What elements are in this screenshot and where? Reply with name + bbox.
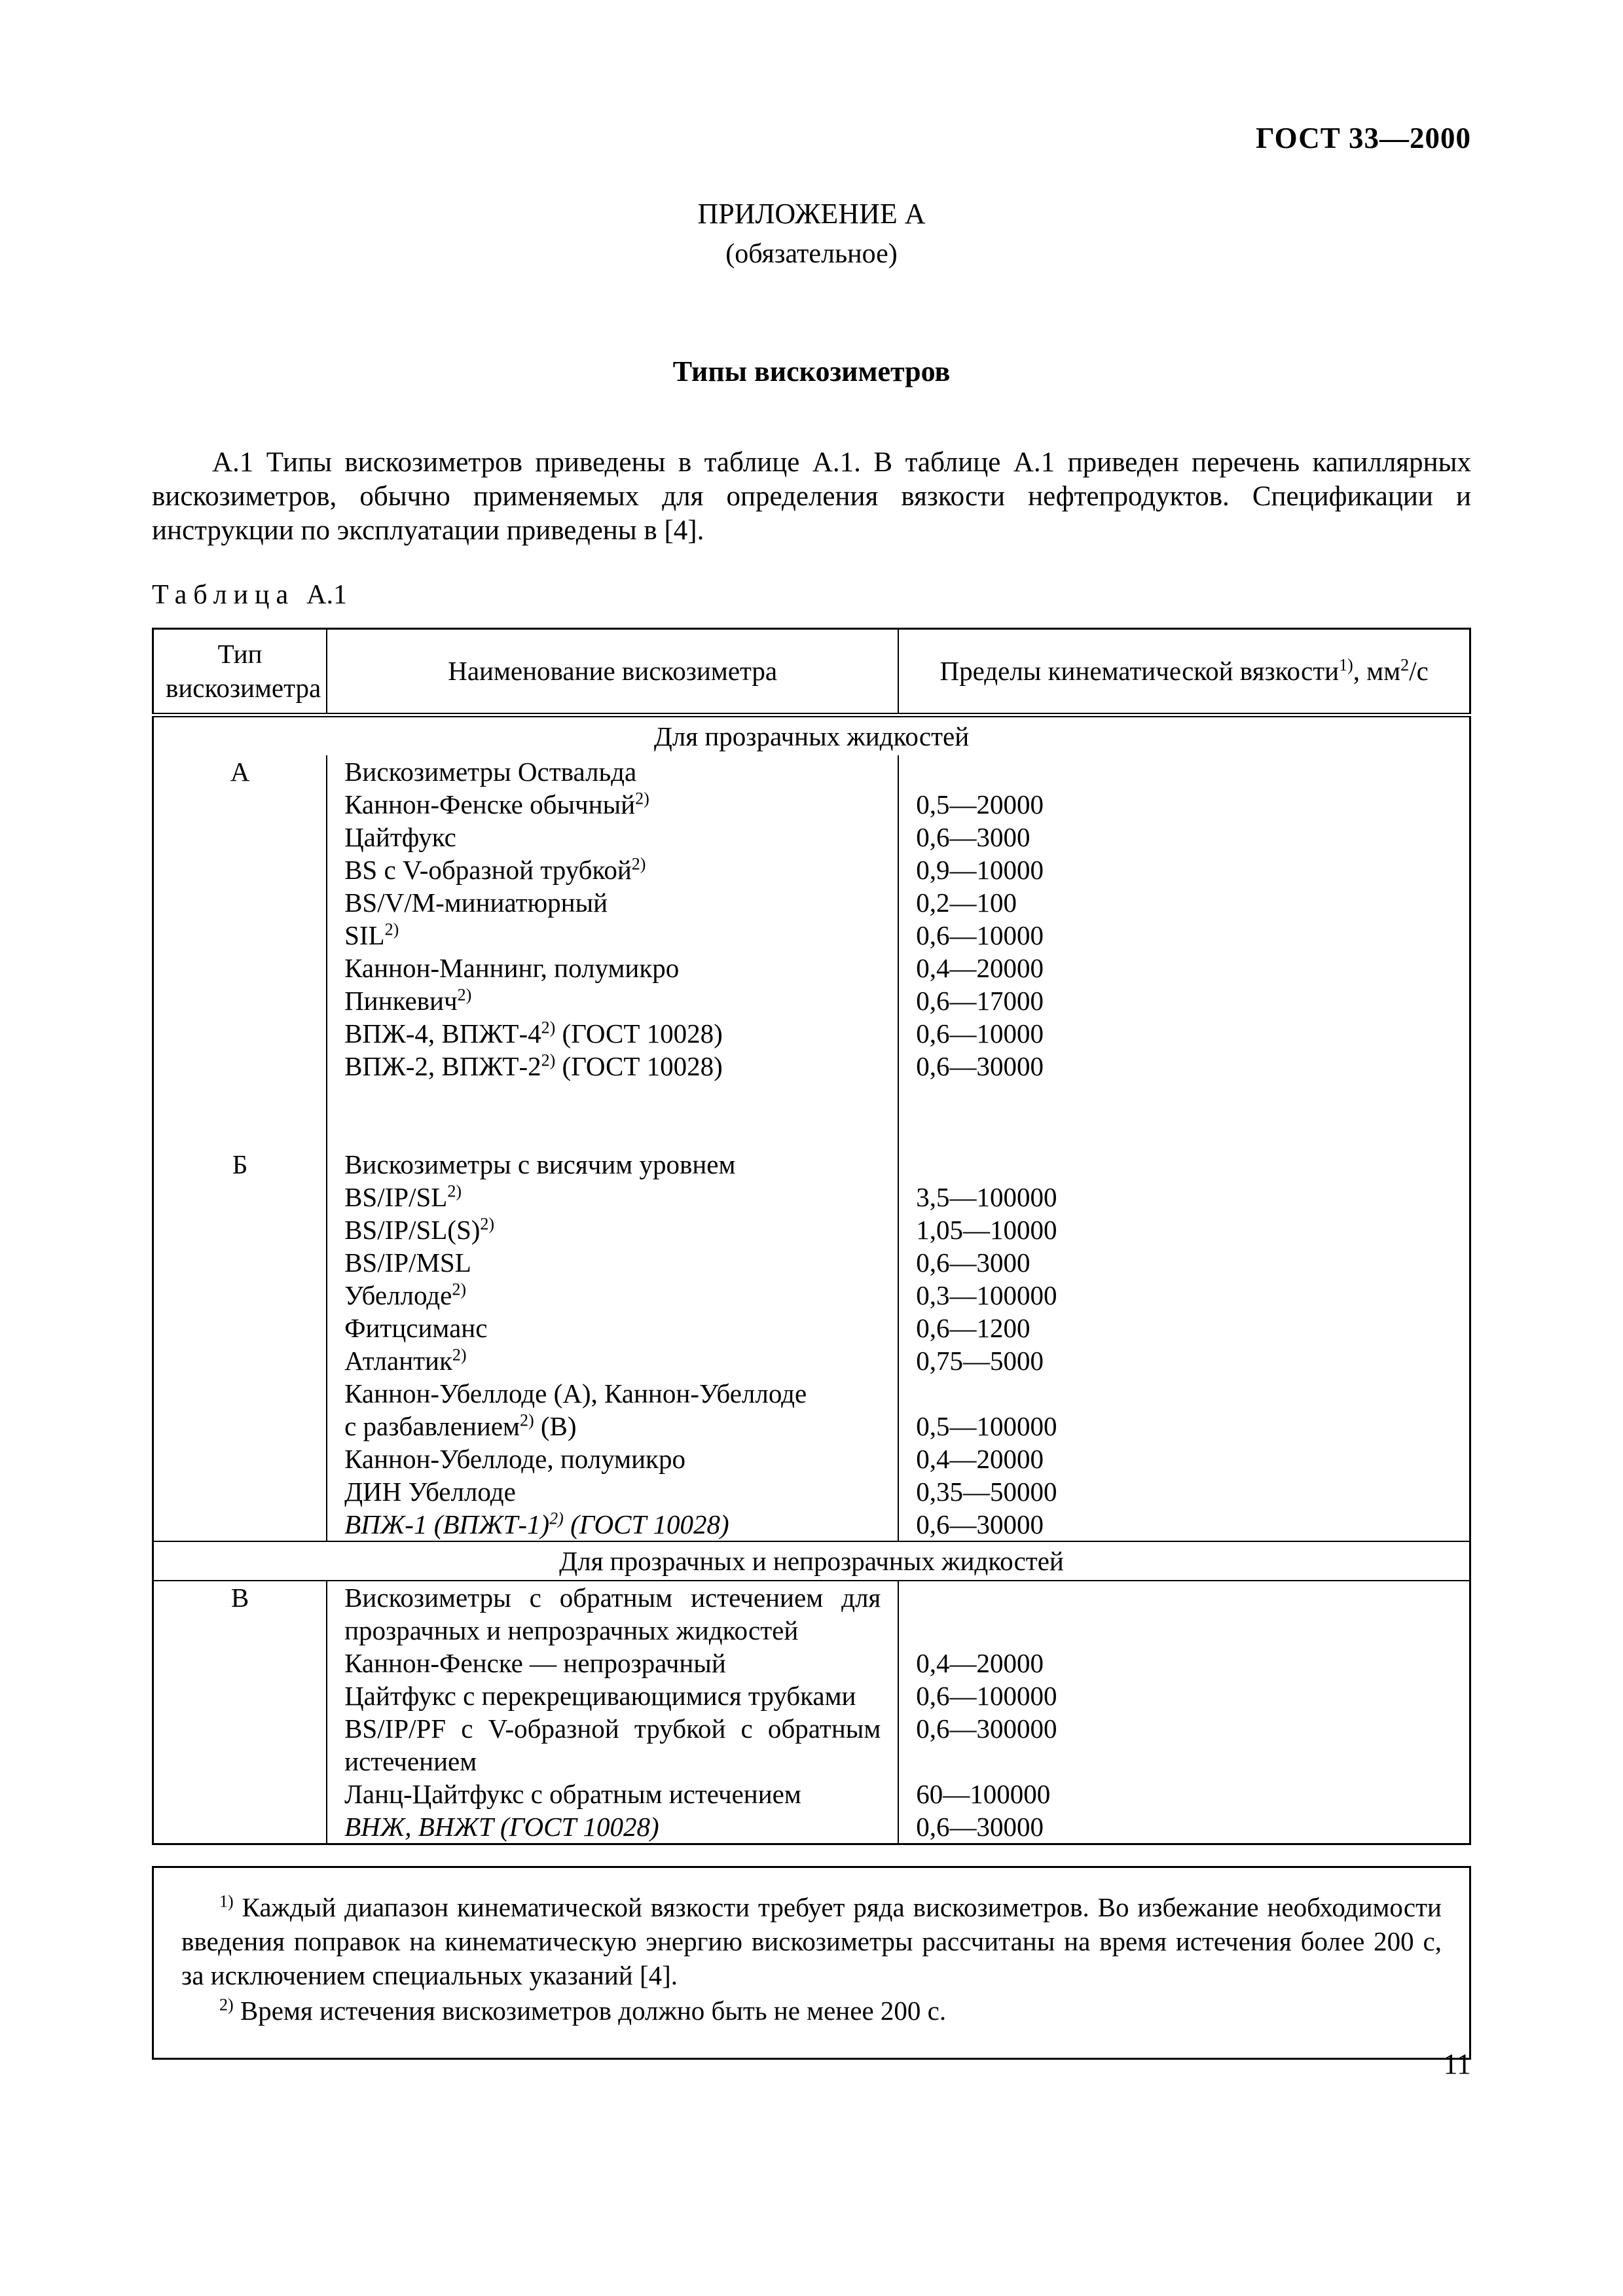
section-heading: Для прозрачных жидкостей xyxy=(653,721,970,751)
table-row xyxy=(153,1312,1470,1344)
viscosity-range xyxy=(898,1377,1470,1410)
viscometer-name: $BS/IP/SL(S)^{2)}$ xyxy=(327,1213,898,1246)
page-number: 11 xyxy=(1443,2048,1471,2080)
viscometer-name: ДИН Убеллоде xyxy=(327,1475,898,1508)
table-row xyxy=(153,1050,1470,1083)
superscript-2: 2 xyxy=(1400,655,1410,675)
footnote-ref-1: 1) xyxy=(1339,655,1353,675)
viscosity-range: 0,4—20000 xyxy=(916,1444,1044,1474)
table-row xyxy=(153,952,1470,984)
viscosity-range: 0,35—50000 xyxy=(916,1477,1057,1507)
table-row xyxy=(153,1647,1470,1679)
table-row xyxy=(153,1279,1470,1312)
footnote-ref-2: 2) xyxy=(384,920,399,939)
footnote-ref-2: 2) xyxy=(480,1214,495,1234)
viscometer-name: SIL$^{2)}$ xyxy=(327,919,898,952)
viscometer-table xyxy=(152,628,1471,1845)
table-row xyxy=(153,1148,1470,1181)
footnote-marker-2: 2) xyxy=(219,1995,234,2015)
footnote-ref-2: 2) xyxy=(549,1509,564,1528)
type-letter: В xyxy=(153,1581,327,1844)
viscometer-name: Вискозиметры Оствальда xyxy=(327,755,898,788)
table-row xyxy=(153,788,1470,821)
footnote-1-text: Каждый диапазон кинематической вязкости требует ряда вискозиметров. Во избежание необходимости введения поправок на кинематическую энергию вискозиметры рассчитаны на время истечения более 200 с, за исключением специальных указаний [4]. xyxy=(181,1892,1442,1990)
viscosity-range: 0,6—3000 xyxy=(916,1247,1030,1278)
table-row xyxy=(153,1778,1470,1810)
table-row xyxy=(153,1679,1470,1712)
intro-paragraph: А.1 Типы вискозиметров приведены в таблице А.1. В таблице А.1 приведен перечень капиллярных вискозиметров, обычно применяемых для определения вязкости нефтепродуктов. Спецификации и инструкции по эксплуатации приведены в [4]. xyxy=(152,447,1471,546)
table-row xyxy=(153,984,1470,1017)
viscosity-range: 0,6—30000 xyxy=(916,1509,1044,1539)
viscometer-name: Вискозиметры с обратным истечением для прозрачных и непрозрачных жидкостей xyxy=(327,1581,898,1647)
viscosity-range: 0,6—17000 xyxy=(916,986,1044,1016)
table-row xyxy=(153,1810,1470,1844)
viscometer-name: Пинкевич$^{2)}$ xyxy=(327,984,898,1017)
viscometer-name: BS/IP/PF с V-образной трубкой с обратным истечением xyxy=(327,1712,898,1778)
footnote-ref-2: 2) xyxy=(452,1345,467,1365)
table-row xyxy=(153,1475,1470,1508)
viscosity-range: 60—100000 xyxy=(916,1779,1051,1809)
viscometer-name: ВНЖ, ВНЖТ (ГОСТ 10028) xyxy=(327,1810,898,1844)
table-row xyxy=(153,1246,1470,1279)
footnote-ref-2: 2) xyxy=(452,1280,467,1299)
footnote-ref-2: 2) xyxy=(541,1050,556,1070)
section-heading-row xyxy=(153,715,1470,756)
spacer-row xyxy=(153,1083,1470,1148)
viscosity-range: 0,75—5000 xyxy=(916,1346,1044,1376)
viscosity-range: 0,6—30000 xyxy=(916,1051,1044,1081)
viscometer-name: Ланц-Цайтфукс с обратным истечением xyxy=(327,1778,898,1810)
viscometer-name: Фитцсиманс xyxy=(327,1312,898,1344)
viscometer-name: Каннон-Фенске обычный$^{2)}$ xyxy=(327,788,898,821)
appendix-title: ПРИЛОЖЕНИЕ А xyxy=(697,198,926,230)
viscometer-name: Цайтфукс xyxy=(327,821,898,853)
viscometer-name: BS/IP/MSL xyxy=(327,1246,898,1279)
footnotes-box xyxy=(152,1866,1471,2060)
viscometer-name: BS/IP/SL$^{2)}$ xyxy=(327,1181,898,1213)
table-row xyxy=(153,1581,1470,1647)
viscosity-range: 0,6—300000 xyxy=(916,1713,1057,1744)
footnote-1 xyxy=(181,1890,1442,1992)
table-row xyxy=(153,755,1470,788)
viscometer-name: BS с V-образной трубкой$^{2)}$ xyxy=(327,853,898,886)
col-header-name: Наименование вискозиметра xyxy=(327,629,898,715)
viscosity-range: 1,05—10000 xyxy=(916,1215,1057,1245)
appendix-subtitle: (обязательное) xyxy=(725,239,898,269)
type-letter: А xyxy=(153,755,327,1083)
footnote-marker-1: 1) xyxy=(219,1892,234,1911)
viscosity-range: 0,6—10000 xyxy=(916,1018,1044,1049)
viscosity-range: 0,5—100000 xyxy=(916,1411,1057,1441)
table-row xyxy=(153,1410,1470,1443)
table-label xyxy=(152,579,1471,611)
viscometer-name: ВПЖ-4, ВПЖТ-4$^{2)}$ (ГОСТ 10028) xyxy=(327,1017,898,1050)
col-header-type: Тип вискозиметра xyxy=(153,629,327,715)
footnote-ref-2: 2) xyxy=(447,1181,462,1201)
table-row xyxy=(153,1508,1470,1541)
table-row xyxy=(153,1377,1470,1410)
viscometer-name: Убеллоде$^{2)}$ xyxy=(327,1279,898,1312)
viscosity-range: 3,5—100000 xyxy=(916,1182,1057,1212)
viscosity-range: 0,6—100000 xyxy=(916,1681,1057,1711)
viscosity-range: 0,2—100 xyxy=(916,888,1017,918)
table-row xyxy=(153,1712,1470,1778)
viscometer-name: Каннон-Убеллоде (А), Каннон-Убеллоде xyxy=(327,1377,898,1410)
viscosity-range: 0,3—100000 xyxy=(916,1280,1057,1310)
table-row xyxy=(153,1344,1470,1377)
footnote-ref-2: 2) xyxy=(457,985,472,1005)
viscosity-range xyxy=(898,755,1470,788)
viscometer-name: Вискозиметры с висячим уровнем xyxy=(327,1148,898,1181)
doc-code: ГОСТ 33—2000 xyxy=(1256,122,1471,154)
viscosity-range: 0,5—20000 xyxy=(916,789,1044,819)
footnote-ref-2: 2) xyxy=(541,1018,556,1037)
table-row xyxy=(153,853,1470,886)
table-label-word: Таблица xyxy=(152,580,295,610)
table-row xyxy=(153,919,1470,952)
section-title: Типы вискозиметров xyxy=(672,355,951,387)
table-row xyxy=(153,1017,1470,1050)
viscosity-range xyxy=(898,1148,1470,1181)
viscometer-name: ВПЖ-1 (ВПЖТ-1)$^{2)}$ (ГОСТ 10028) xyxy=(327,1508,898,1541)
section-heading: Для прозрачных и непрозрачных жидкостей xyxy=(153,1541,1470,1581)
footnote-2-text: Время истечения вискозиметров должно быть не менее 200 с. xyxy=(233,1996,947,2026)
viscometer-name: Атлантик$^{2)}$ xyxy=(327,1344,898,1377)
viscometer-name: с разбавлением$^{2)}$ (В) xyxy=(327,1410,898,1443)
viscosity-range: 0,4—20000 xyxy=(916,1648,1044,1678)
footnote-2 xyxy=(181,1994,1442,2028)
viscometer-name: ВПЖ-2, ВПЖТ-2$^{2)}$ (ГОСТ 10028) xyxy=(327,1050,898,1083)
section-heading-row xyxy=(153,1541,1470,1581)
viscometer-name: Каннон-Маннинг, полумикро xyxy=(327,952,898,984)
viscosity-range: 0,6—1200 xyxy=(916,1313,1030,1343)
type-letter: Б xyxy=(153,1148,327,1541)
table-row xyxy=(153,1213,1470,1246)
col-header-range: Пределы кинематической вязкости$^{1)}$, $мм^2/с$ xyxy=(898,629,1470,715)
table-row xyxy=(153,886,1470,919)
viscometer-name: Каннон-Фенске — непрозрачный xyxy=(327,1647,898,1679)
table-row xyxy=(153,821,1470,853)
viscometer-name: BS/V/M-миниатюрный xyxy=(327,886,898,919)
viscometer-name: Каннон-Убеллоде, полумикро xyxy=(327,1443,898,1475)
footnote-ref-2: 2) xyxy=(631,854,646,874)
viscosity-range xyxy=(898,1581,1470,1647)
viscosity-range: 0,6—3000 xyxy=(916,822,1030,852)
table-label-number: А.1 xyxy=(306,580,347,610)
footnote-ref-2: 2) xyxy=(519,1410,534,1430)
viscosity-range: 0,9—10000 xyxy=(916,855,1044,885)
table-row xyxy=(153,1181,1470,1213)
footnote-ref-2: 2) xyxy=(635,789,649,808)
table-row xyxy=(153,1443,1470,1475)
viscosity-range: 0,6—10000 xyxy=(916,920,1044,950)
viscometer-name: Цайтфукс с перекрещивающимися трубками xyxy=(327,1679,898,1712)
viscosity-range: 0,6—30000 xyxy=(916,1812,1044,1842)
viscosity-range: 0,4—20000 xyxy=(916,953,1044,983)
table-header-row xyxy=(153,629,1470,715)
